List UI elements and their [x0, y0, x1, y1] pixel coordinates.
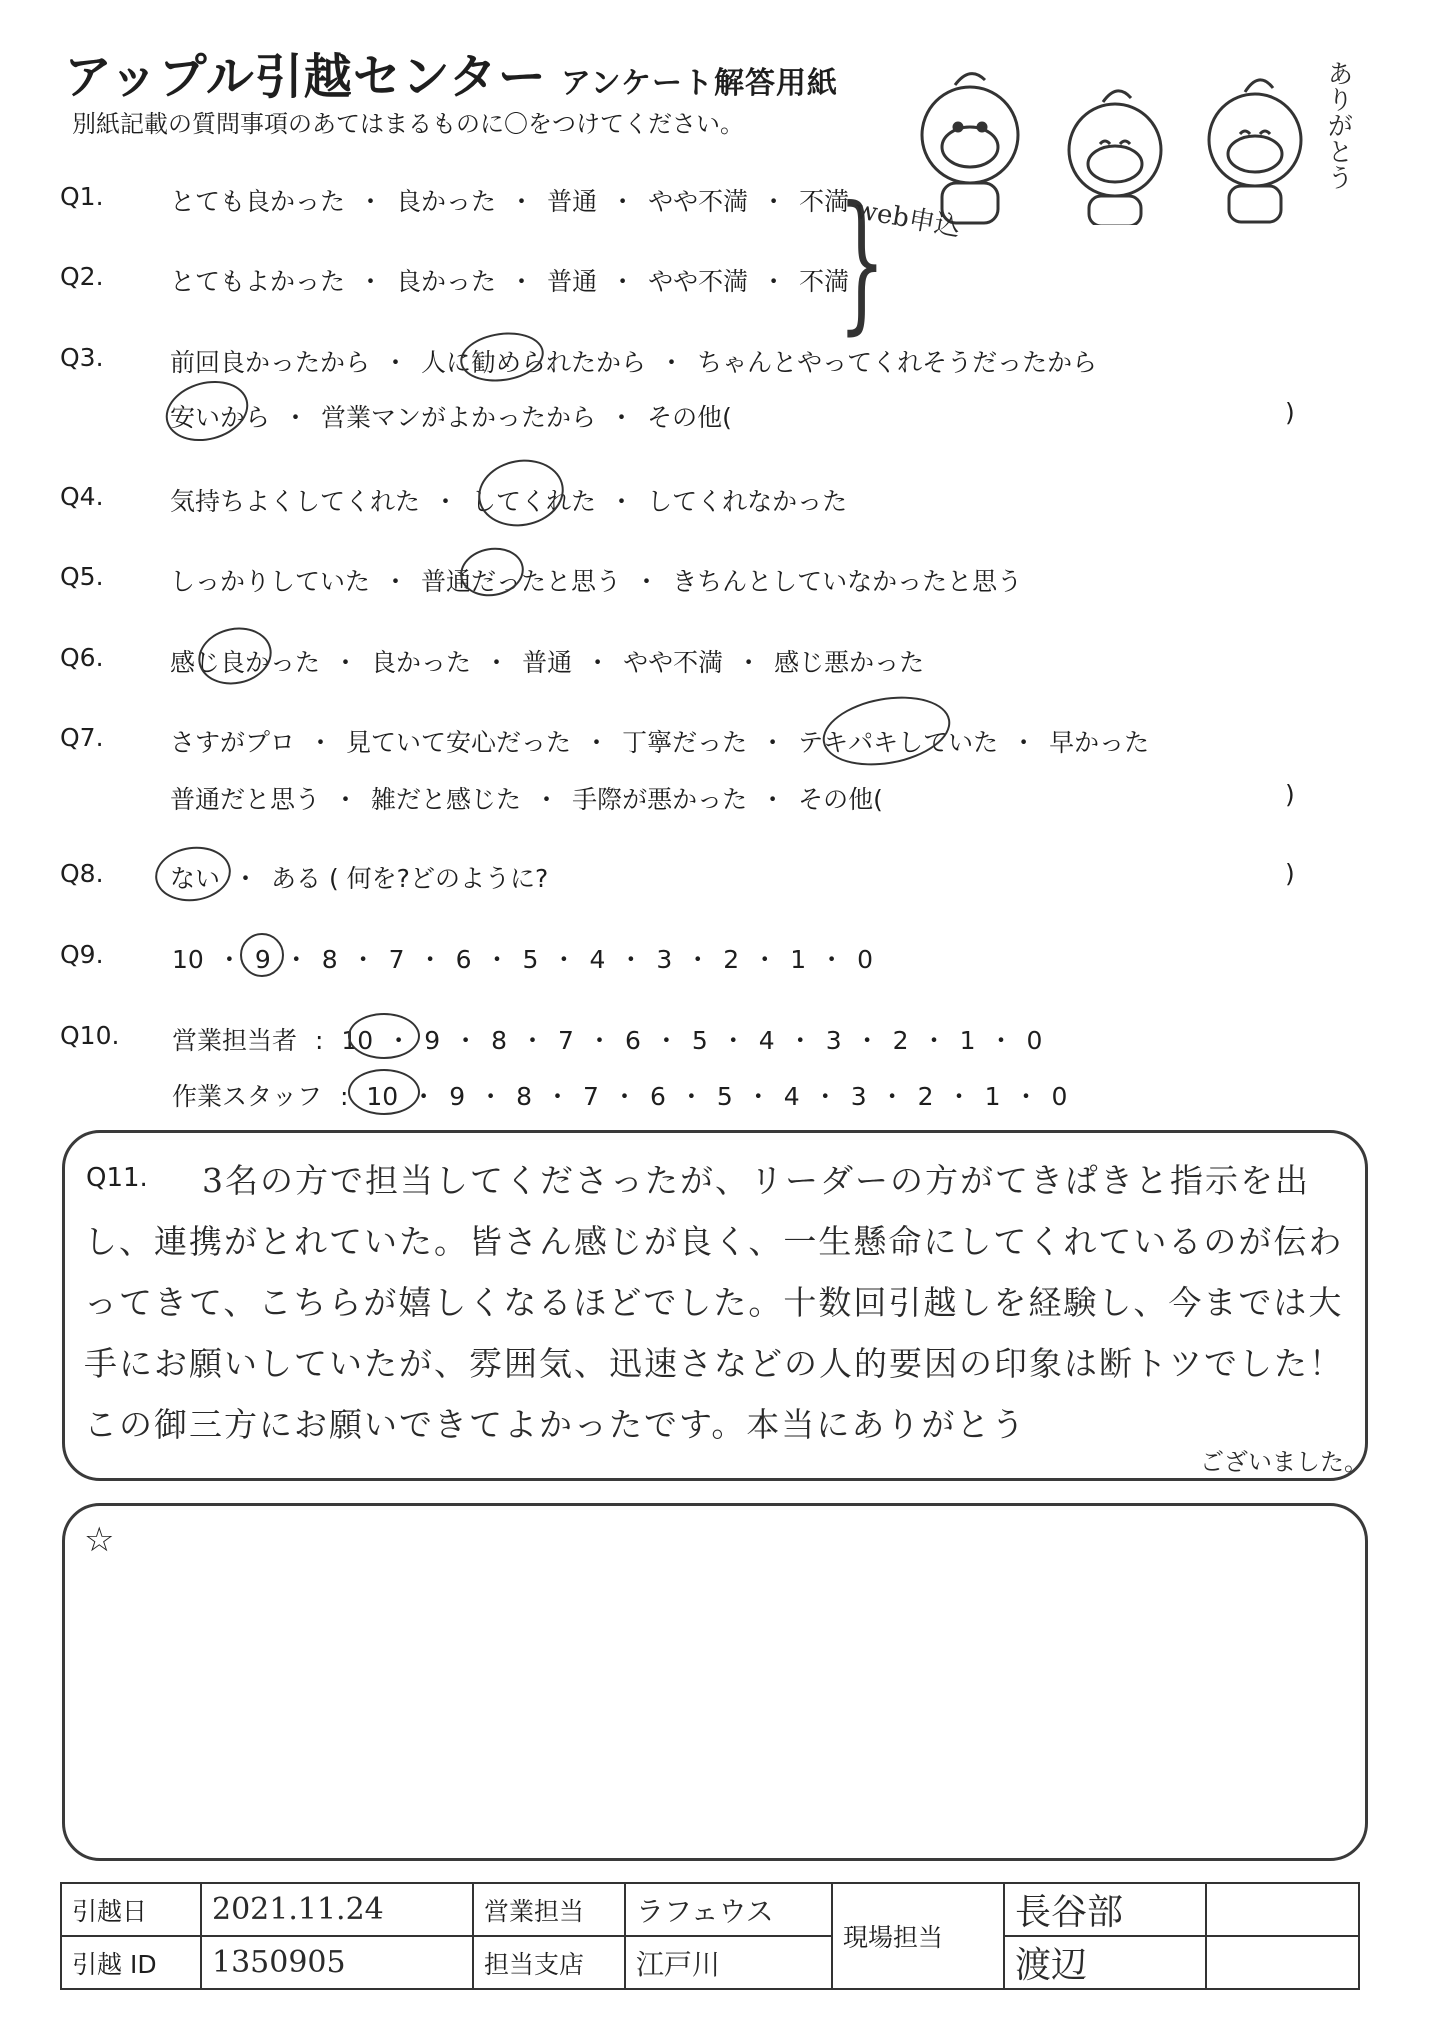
q9-score[interactable]: 2	[723, 945, 740, 974]
brace-mark: }	[838, 175, 886, 349]
q10-score[interactable]: 7	[558, 1026, 574, 1055]
q9-score[interactable]: 9	[254, 945, 271, 974]
q10-score[interactable]: 2	[892, 1026, 909, 1055]
empty-cell	[1206, 1883, 1359, 1936]
q6-label: Q6.	[60, 643, 104, 672]
answer-circle	[348, 1013, 420, 1059]
q3-option[interactable]: 前回良かったから	[170, 348, 371, 377]
q10-label: Q10.	[60, 1021, 120, 1050]
q7-option[interactable]: 見ていて安心だった	[346, 728, 572, 757]
q9-score[interactable]: 6	[455, 945, 472, 974]
arigatou-text: ありがとう	[1323, 60, 1353, 190]
q11-closing-text: ございました。	[1200, 1448, 1368, 1476]
q10-score[interactable]: 3	[850, 1082, 867, 1111]
q10-score[interactable]: 0	[1026, 1026, 1043, 1055]
q4-label: Q4.	[60, 482, 104, 511]
instruction: 別紙記載の質問事項のあてはまるものに〇をつけてください。	[72, 110, 744, 138]
q10-score[interactable]: 1	[984, 1082, 1001, 1111]
move-id-value: 1350905	[201, 1936, 473, 1989]
field-staff-label: 現場担当	[832, 1883, 1004, 1989]
sales-rep-value: ラフェウス	[625, 1883, 832, 1936]
q10-score[interactable]: 7	[583, 1082, 599, 1111]
q9-score[interactable]: 0	[857, 945, 874, 974]
q3-option[interactable]: ちゃんとやってくれそうだったから	[697, 348, 1098, 377]
q7-option[interactable]: 雑だと感じた	[371, 785, 522, 814]
answer-circle	[159, 372, 255, 450]
q10-score[interactable]: 5	[691, 1026, 708, 1055]
sales-rep-label: 営業担当	[473, 1883, 625, 1936]
q8-option[interactable]: ない	[170, 864, 221, 893]
q5-label: Q5.	[60, 562, 104, 591]
q1-label: Q1.	[60, 182, 104, 211]
q2-label: Q2.	[60, 262, 104, 291]
q10-staff-label: 作業スタッフ	[172, 1082, 323, 1111]
q9-score[interactable]: 10	[172, 945, 204, 974]
q2-option[interactable]: やや不満	[648, 267, 749, 296]
move-date-label: 引越日	[61, 1883, 201, 1936]
star-icon: ☆	[84, 1520, 115, 1560]
field-staff-value: 長谷部	[1004, 1883, 1206, 1936]
q7-option[interactable]: テキパキしていた	[798, 728, 999, 757]
web-application-note: web申込	[852, 194, 963, 243]
monkey-mascot-illustration	[900, 55, 1350, 225]
q4-option[interactable]: 気持ちよくしてくれた	[170, 487, 421, 516]
q8-option[interactable]: ある ( 何を?どのように?	[271, 864, 549, 893]
q8-close-paren: )	[1285, 859, 1295, 888]
q3-label: Q3.	[60, 343, 104, 372]
q9-label: Q9.	[60, 940, 104, 969]
q6-option[interactable]: 普通	[522, 648, 573, 677]
q10-score[interactable]: 1	[959, 1026, 976, 1055]
q10-score[interactable]: 4	[758, 1026, 775, 1055]
q10-score[interactable]: 5	[716, 1082, 733, 1111]
q11-label: Q11.	[86, 1163, 148, 1193]
branch-label: 担当支店	[473, 1936, 625, 1989]
q10-score[interactable]: 10	[366, 1082, 399, 1111]
q7-option[interactable]: 丁寧だった	[622, 728, 748, 757]
q10-score[interactable]: 8	[516, 1082, 533, 1111]
empty-cell	[1206, 1936, 1359, 1989]
answer-circle	[193, 621, 277, 691]
q3-close-paren: )	[1285, 398, 1295, 427]
q9-score[interactable]: 5	[522, 945, 539, 974]
q10-score[interactable]: 2	[917, 1082, 934, 1111]
q3-option[interactable]: 安いから	[170, 403, 271, 432]
q9-score[interactable]: 1	[790, 945, 807, 974]
q6-option[interactable]: やや不満	[623, 648, 724, 677]
q3-option[interactable]: その他(	[647, 403, 732, 432]
q2-option[interactable]: 良かった	[396, 267, 497, 296]
q10-score[interactable]: 0	[1051, 1082, 1068, 1111]
q7-label: Q7.	[60, 723, 104, 752]
q5-option[interactable]: きちんとしていなかったと思う	[672, 567, 1023, 596]
branch-value: 江戸川	[625, 1936, 832, 1989]
q10-score[interactable]: 8	[491, 1026, 508, 1055]
q3-option[interactable]: 営業マンがよかったから	[321, 403, 597, 432]
q7-option[interactable]: 普通だと思う	[170, 785, 321, 814]
q5-option[interactable]: しっかりしていた	[170, 567, 371, 596]
q6-option[interactable]: 良かった	[371, 648, 472, 677]
q4-option[interactable]: してくれなかった	[647, 487, 848, 516]
form-header	[64, 38, 838, 107]
q7-option[interactable]: さすがプロ	[170, 728, 296, 757]
q1-option[interactable]: とても良かった	[170, 187, 346, 216]
answer-circle	[152, 842, 235, 906]
q10-colon: :	[314, 1026, 324, 1055]
q2-option[interactable]: 不満	[799, 267, 850, 296]
answer-circle	[473, 453, 569, 533]
form-title: アンケート解答用紙	[560, 66, 839, 101]
field-staff-value: 渡辺	[1004, 1936, 1206, 1989]
q10-score[interactable]: 9	[449, 1082, 466, 1111]
q10-score[interactable]: 3	[825, 1026, 842, 1055]
q7-option[interactable]: その他(	[798, 785, 883, 814]
q10-score[interactable]: 6	[649, 1082, 666, 1111]
q7-option[interactable]: 手際が悪かった	[572, 785, 748, 814]
q9-score[interactable]: 8	[321, 945, 338, 974]
q1-option[interactable]: 普通	[547, 187, 598, 216]
move-id-label: 引越 ID	[61, 1936, 201, 1989]
answer-circle	[348, 1069, 420, 1115]
q4-option[interactable]: してくれた	[471, 487, 597, 516]
q9-score[interactable]: 3	[656, 945, 673, 974]
q9-score[interactable]: 4	[589, 945, 606, 974]
q10-score[interactable]: 6	[624, 1026, 641, 1055]
q1-option[interactable]: 不満	[799, 187, 850, 216]
q3-option[interactable]: 人に勧められたから	[421, 348, 647, 377]
q10-colon: :	[339, 1082, 349, 1111]
q10-score[interactable]: 4	[783, 1082, 800, 1111]
q5-option[interactable]: 普通だったと思う	[421, 567, 622, 596]
q10-score[interactable]: 10	[341, 1026, 374, 1055]
answer-circle	[817, 687, 956, 774]
answer-circle	[240, 933, 284, 977]
move-date-value: 2021.11.24	[201, 1883, 473, 1936]
q8-label: Q8.	[60, 859, 104, 888]
q1-option[interactable]: やや不満	[648, 187, 749, 216]
q2-option[interactable]: 普通	[547, 267, 598, 296]
q11-comment-text: 3名の方で担当してくださったが、リーダーの方がてきぱきと指示を出し、連携がとれていた。皆さん感じが良く、一生懸命にしてくれているのが伝わってきて、こちらが嬉しくなるほどでした。十数回引越しを経験し、今までは大手にお願いしていたが、雰囲気、迅速さなどの人的要因の印象は断トツでした！この御三方にお願いできてよかったです。本当にありがとう	[84, 1161, 1344, 1444]
brand-name: アップル引越センター	[64, 49, 547, 105]
q10-sales-label: 営業担当者	[172, 1026, 298, 1055]
q7-option[interactable]: 早かった	[1049, 728, 1150, 757]
q2-option[interactable]: とてもよかった	[170, 267, 346, 296]
q7-close-paren: )	[1285, 780, 1295, 809]
q6-option[interactable]: 感じ良かった	[170, 648, 321, 677]
move-info-table	[60, 1882, 1360, 1990]
q9-score[interactable]: 7	[388, 945, 405, 974]
q10-score[interactable]: 9	[424, 1026, 441, 1055]
q6-option[interactable]: 感じ悪かった	[774, 648, 925, 677]
q1-option[interactable]: 良かった	[396, 187, 497, 216]
free-comment-box	[62, 1503, 1368, 1861]
